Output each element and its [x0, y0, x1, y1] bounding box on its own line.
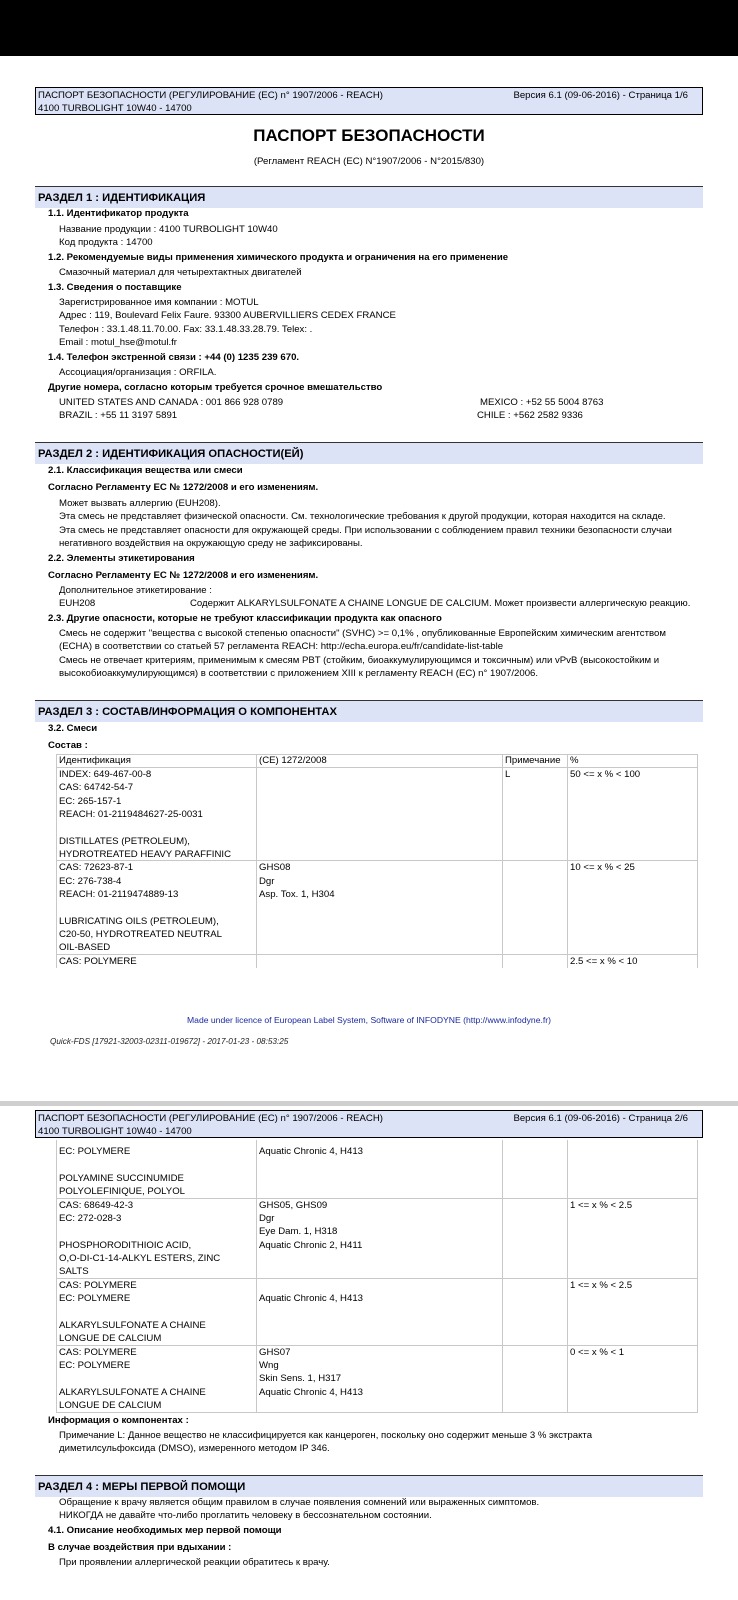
product-name: Название продукции : 4100 TURBOLIGHT 10W40	[59, 224, 278, 235]
s2-q3: Смесь не отвечает критериям, применимым к смесям PBT (стойким, биоаккумулирующимся и токсичным) или vPvB (высокостойким и	[59, 655, 660, 666]
cell-id: CAS: 64742-54-7	[59, 782, 134, 793]
cell-id: EC: POLYMERE	[59, 1146, 131, 1157]
header-title: ПАСПОРТ БЕЗОПАСНОСТИ (РЕГУЛИРОВАНИЕ (ЕС) n° 1907/2006 - REACH)	[38, 1113, 383, 1124]
cell-id: EC: 276-738-4	[59, 876, 122, 887]
cell-id: REACH: 01-2119474889-13	[59, 889, 179, 900]
s2-q1: Смесь не содержит "вещества с высокой степенью опасности" (SVHC) >= 0,1% , опубликованные Европейским химическим агентством	[59, 628, 666, 639]
cell-ce: Skin Sens. 1, H317	[259, 1373, 342, 1384]
cell-id: EC: POLYMERE	[59, 1293, 131, 1304]
cell-percent: 10 <= x % < 25	[570, 862, 635, 873]
s4-h41: 4.1. Описание необходимых мер первой помощи	[48, 1525, 282, 1536]
euh-text: Содержит ALKARYLSULFONATE A CHAINE LONGUE DE CALCIUM. Может произвести аллергическую реакцию.	[190, 598, 691, 609]
section-2-heading: РАЗДЕЛ 2 : ИДЕНТИФИКАЦИЯ ОПАСНОСТИ(ЕЙ)	[35, 442, 703, 464]
cell-ce: Dgr	[259, 876, 275, 887]
col-header-identification: Идентификация	[59, 755, 131, 766]
col-header-percent: %	[570, 755, 579, 766]
s1-h12: 1.2. Рекомендуемые виды применения химического продукта и ограничения на его применение	[48, 252, 509, 263]
cell-id: CAS: POLYMERE	[59, 956, 137, 967]
s4-p2: НИКОГДА не давайте что-либо проглатить человеку в бессознательном состоянии.	[59, 1510, 432, 1521]
cell-ce: Asp. Tox. 1, H304	[259, 889, 335, 900]
phone-usa: UNITED STATES AND CANADA : 001 866 928 0789	[59, 397, 284, 408]
cell-ce: GHS05, GHS09	[259, 1200, 328, 1211]
s2-h21: 2.1. Классификация вещества или смеси	[48, 465, 243, 476]
cell-id: POLYAMINE SUCCINUMIDE	[59, 1173, 184, 1184]
cell-id: EC: POLYMERE	[59, 1360, 131, 1371]
page-header-1	[35, 87, 703, 115]
col-header-note: Примечание	[505, 755, 561, 766]
cell-id: LONGUE DE CALCIUM	[59, 1333, 162, 1344]
components-info-heading: Информация о компонентах :	[48, 1415, 189, 1426]
cell-percent: 1 <= x % < 2.5	[570, 1200, 633, 1211]
s2-reg1: Согласно Регламенту ЕС № 1272/2008 и его изменениям.	[48, 482, 319, 493]
s2-h22: 2.2. Элементы этикетирования	[48, 553, 195, 564]
association: Ассоциация/организация : ORFILA.	[59, 367, 217, 378]
page-header-2	[35, 1110, 703, 1138]
page-separator	[0, 1101, 738, 1106]
cell-percent: 0 <= x % < 1	[570, 1347, 625, 1358]
s2-q4: высокобиоаккумулирующимся) в соответствии с приложением XIII к регламенту REACH (ЕС) n° 1907/2006.	[59, 668, 539, 679]
cell-id: SALTS	[59, 1266, 89, 1277]
cell-id: OIL-BASED	[59, 942, 111, 953]
cell-percent: 1 <= x % < 2.5	[570, 1280, 633, 1291]
cell-percent: 50 <= x % < 100	[570, 769, 641, 780]
cell-id: CAS: 72623-87-1	[59, 862, 134, 873]
cell-id: DISTILLATES (PETROLEUM),	[59, 836, 190, 847]
document-title: ПАСПОРТ БЕЗОПАСНОСТИ	[253, 126, 485, 145]
licence-footer: Made under licence of European Label System, Software of INFODYNE (http://www.infodyne.fr)	[187, 1015, 551, 1025]
s1-h11: 1.1. Идентификатор продукта	[48, 208, 189, 219]
cell-id: POLYOLEFINIQUE, POLYOL	[59, 1186, 186, 1197]
s2-reg2: Согласно Регламенту ЕС № 1272/2008 и его изменениям.	[48, 570, 319, 581]
company-email[interactable]: Email : motul_hse@motul.fr	[59, 337, 177, 348]
s1-h13: 1.3. Сведения о поставщике	[48, 282, 182, 293]
cell-id: ALKARYLSULFONATE A CHAINE	[59, 1320, 206, 1331]
cell-ce: Aquatic Chronic 4, H413	[259, 1146, 363, 1157]
composition-label: Состав :	[48, 740, 88, 751]
cell-ce: Dgr	[259, 1213, 275, 1224]
s1-h14: 1.4. Телефон экстренной связи : +44 (0) 1235 239 670.	[48, 352, 300, 363]
s4-p1: Обращение к врачу является общим правилом в случае появления сомнений или выраженных симптомов.	[59, 1497, 540, 1508]
s2-q2: (ECHA) в соответствии со статьей 57 регламента REACH: http://echa.europa.eu/fr/candidate-list-table	[59, 641, 504, 652]
company-address: Адрес : 119, Boulevard Felix Faure. 93300 AUBERVILLIERS CEDEX FRANCE	[59, 310, 396, 321]
cell-id: CAS: POLYMERE	[59, 1280, 137, 1291]
s2-p3: Эта смесь не представляет опасности для окружающей среды. При использовании с соблюдением правил техники безопасности случаи	[59, 525, 672, 536]
quick-fds-footer: Quick-FDS [17921-32003-02311-019672] - 2017-01-23 - 08:53:25	[50, 1037, 289, 1046]
components-info-2: диметилсульфоксида (DMSO), измеренного методом IP 346.	[59, 1443, 330, 1454]
header-product: 4100 TURBOLIGHT 10W40 - 14700	[38, 1126, 192, 1137]
s4-allergy: При проявлении аллергической реакции обратитесь к врачу.	[59, 1557, 330, 1568]
company-phone: Телефон : 33.1.48.11.70.00. Fax: 33.1.48.33.28.79. Telex: .	[59, 324, 313, 335]
s2-h23: 2.3. Другие опасности, которые не требуют классификации продукта как опасного	[48, 613, 442, 624]
cell-id: LONGUE DE CALCIUM	[59, 1400, 162, 1411]
euh-code: EUH208	[59, 598, 96, 609]
phone-brazil: BRAZIL : +55 11 3197 5891	[59, 410, 178, 421]
cell-id: C20-50, HYDROTREATED NEUTRAL	[59, 929, 222, 940]
s2-p4: негативного воздействия на окружающую среду не зафиксированы.	[59, 538, 363, 549]
company-name: Зарегистрированное имя компании : MOTUL	[59, 297, 259, 308]
s2-p1: Может вызвать аллергию (EUH208).	[59, 498, 221, 509]
cell-id: EC: 265-157-1	[59, 796, 122, 807]
product-code: Код продукта : 14700	[59, 237, 153, 248]
phone-chile: CHILE : +562 2582 9336	[477, 410, 583, 421]
cell-id: REACH: 01-2119484627-25-0031	[59, 809, 203, 820]
section-3-heading: РАЗДЕЛ 3 : СОСТАВ/ИНФОРМАЦИЯ О КОМПОНЕНТАХ	[35, 700, 703, 722]
cell-note: L	[505, 769, 511, 780]
phone-mexico: MEXICO : +52 55 5004 8763	[480, 397, 604, 408]
cell-percent: 2.5 <= x % < 10	[570, 956, 638, 967]
cell-id: EC: 272-028-3	[59, 1213, 122, 1224]
cell-id: CAS: 68649-42-3	[59, 1200, 134, 1211]
cell-ce: Aquatic Chronic 4, H413	[259, 1387, 363, 1398]
document-subtitle: (Регламент REACH (ЕС) N°1907/2006 - N°2015/830)	[253, 156, 485, 167]
cell-id: ALKARYLSULFONATE A CHAINE	[59, 1387, 206, 1398]
cell-id: PHOSPHORODITHIOIC ACID,	[59, 1240, 192, 1251]
top-black-bar	[0, 0, 738, 56]
s4-inhalation: В случае воздействия при вдыхании :	[48, 1542, 232, 1553]
cell-id: CAS: POLYMERE	[59, 1347, 137, 1358]
header-version: Версия 6.1 (09-06-2016) - Страница 1/6	[513, 90, 688, 101]
product-use: Смазочный материал для четырехтактных двигателей	[59, 267, 302, 278]
cell-ce: Aquatic Chronic 4, H413	[259, 1293, 363, 1304]
cell-ce: Wng	[259, 1360, 279, 1371]
section-4-heading: РАЗДЕЛ 4 : МЕРЫ ПЕРВОЙ ПОМОЩИ	[35, 1475, 703, 1497]
cell-id: INDEX: 649-467-00-8	[59, 769, 152, 780]
header-version: Версия 6.1 (09-06-2016) - Страница 2/6	[513, 1113, 688, 1124]
cell-ce: GHS07	[259, 1347, 291, 1358]
header-product: 4100 TURBOLIGHT 10W40 - 14700	[38, 103, 192, 114]
cell-id: O,O-DI-C1-14-ALKYL ESTERS, ZINC	[59, 1253, 221, 1264]
additional-labelling: Дополнительное этикетирование :	[59, 585, 212, 596]
cell-id: LUBRICATING OILS (PETROLEUM),	[59, 916, 219, 927]
cell-ce: Eye Dam. 1, H318	[259, 1226, 338, 1237]
cell-ce: Aquatic Chronic 2, H411	[259, 1240, 363, 1251]
col-header-ce: (CE) 1272/2008	[259, 755, 327, 766]
components-info-1: Примечание L: Данное вещество не классифицируется как канцероген, поскольку оно содержит меньше 3 % экстракта	[59, 1430, 593, 1441]
s2-p2: Эта смесь не представляет физической опасности. См. технологические требования к другой продукции, которая находится на складе.	[59, 511, 666, 522]
cell-ce: GHS08	[259, 862, 291, 873]
s3-h32: 3.2. Смеси	[48, 723, 98, 734]
header-title: ПАСПОРТ БЕЗОПАСНОСТИ (РЕГУЛИРОВАНИЕ (ЕС) n° 1907/2006 - REACH)	[38, 90, 383, 101]
other-numbers-heading: Другие номера, согласно которым требуется срочное вмешательство	[48, 382, 383, 393]
section-1-heading: РАЗДЕЛ 1 : ИДЕНТИФИКАЦИЯ	[35, 186, 703, 208]
cell-id: HYDROTREATED HEAVY PARAFFINIC	[59, 849, 231, 860]
